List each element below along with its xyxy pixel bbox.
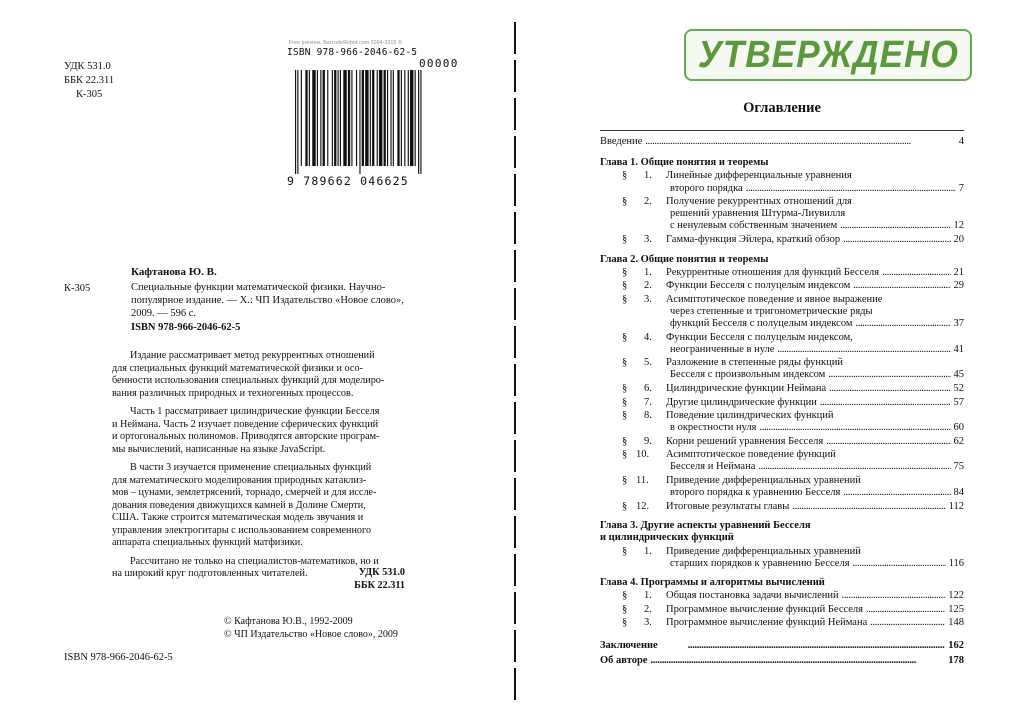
barcode-bar bbox=[332, 70, 333, 166]
barcode-bar bbox=[327, 70, 328, 166]
section-number: 2. bbox=[644, 603, 652, 615]
toc-section bbox=[622, 604, 964, 616]
chapter-title: Глава 1. Общие понятия и теоремы bbox=[600, 157, 769, 169]
description-line: Специальные функции математической физики. Научно- bbox=[131, 282, 386, 293]
toc-intro bbox=[600, 136, 964, 148]
toc-section bbox=[622, 267, 964, 279]
section-line-label: Бесселя и Неймана bbox=[670, 461, 756, 473]
dot-leader bbox=[758, 461, 950, 473]
page-number: 29 bbox=[953, 280, 964, 292]
stamp-text: УТВЕРЖДЕНО bbox=[697, 33, 959, 76]
dot-leader bbox=[746, 183, 956, 195]
toc-section bbox=[622, 170, 964, 194]
section-line-label: второго порядка bbox=[670, 182, 743, 194]
section-line bbox=[666, 461, 964, 473]
description-line: популярное издание. — Х.: ЧП Издательство «Новое слово», bbox=[131, 295, 404, 306]
section-sign: § bbox=[622, 449, 628, 461]
barcode-bar bbox=[420, 70, 421, 174]
section-line: Получение рекуррентных отношений для bbox=[666, 196, 852, 208]
dot-leader bbox=[843, 234, 950, 246]
barcode-bar bbox=[393, 70, 394, 166]
barcode-bars bbox=[295, 70, 475, 174]
section-line bbox=[666, 487, 964, 499]
section-sign: § bbox=[622, 170, 628, 182]
section-line bbox=[666, 220, 964, 232]
bbk-line: ББК 22.311 bbox=[354, 579, 405, 591]
chapter-title: Глава 4. Программы и алгоритмы вычислений bbox=[600, 577, 825, 589]
section-number: 9. bbox=[644, 435, 652, 447]
barcode-bar bbox=[356, 70, 357, 166]
barcode-bar bbox=[415, 70, 416, 166]
udc-code: УДК 531.0 bbox=[64, 61, 111, 72]
barcode-bar bbox=[305, 70, 307, 166]
section-number: 11. bbox=[636, 474, 649, 486]
section-line: Приведение дифференциальных уравнений bbox=[666, 474, 861, 486]
section-sign: § bbox=[622, 545, 628, 557]
section-line bbox=[666, 617, 964, 629]
udc-line: УДК 531.0 bbox=[358, 567, 405, 578]
barcode-bar bbox=[408, 70, 409, 166]
section-line-label: Бесселя с произвольным индексом bbox=[670, 369, 826, 381]
page-number: 41 bbox=[953, 343, 964, 355]
bbk-code: ББК 22.311 bbox=[64, 75, 115, 86]
section-number: 1. bbox=[644, 266, 652, 278]
copyright-line: © ЧП Издательство «Новое слово», 2009 bbox=[224, 628, 398, 640]
toc-section bbox=[622, 294, 964, 331]
barcode-bar bbox=[312, 70, 315, 166]
annotation-paragraph bbox=[112, 406, 406, 456]
barcode-bar bbox=[390, 70, 391, 166]
section-number: 1. bbox=[644, 545, 652, 557]
annotation-line: вания различных природных и техногенных процессов. bbox=[112, 387, 354, 399]
section-number: 10. bbox=[636, 449, 650, 461]
section-sign: § bbox=[622, 383, 628, 394]
toc-section bbox=[622, 475, 964, 499]
page-number: 178 bbox=[948, 655, 964, 667]
toc-section bbox=[622, 501, 964, 513]
toc-section bbox=[622, 590, 964, 602]
dot-leader bbox=[650, 655, 945, 667]
section-number: 7. bbox=[644, 396, 652, 408]
barcode-bar bbox=[343, 70, 346, 166]
barcode-bar bbox=[351, 70, 352, 166]
annotation-line: дования поведения движущихся камней в Долине Смерти, bbox=[112, 499, 366, 511]
toc-conclusion-label: Заключение bbox=[600, 639, 658, 651]
classification-codes bbox=[64, 60, 144, 102]
toc-section bbox=[622, 383, 964, 395]
annotation-paragraph bbox=[112, 350, 406, 400]
annotation-line: бенности использования специальных функций для моделиро- bbox=[112, 375, 385, 386]
section-number: 5. bbox=[644, 357, 652, 369]
annotation bbox=[112, 350, 406, 581]
isbn-bottom: ISBN 978-966-2046-62-5 bbox=[64, 652, 173, 663]
page-number: 7 bbox=[958, 182, 964, 194]
toc-intro-label: Введение bbox=[600, 136, 643, 147]
section-line bbox=[666, 590, 964, 602]
section-line-label: Функции Бесселя с полуцелым индексом bbox=[666, 280, 851, 292]
section-number: 4. bbox=[644, 331, 652, 343]
section-sign: § bbox=[622, 500, 628, 512]
section-sign: § bbox=[622, 590, 628, 602]
page-number: 162 bbox=[948, 639, 964, 651]
annotation-line: мов – цунами, землетрясений, торнадо, смерчей и для иссле- bbox=[112, 487, 377, 498]
section-number: 6. bbox=[644, 383, 652, 394]
page-number: 125 bbox=[948, 603, 964, 615]
barcode-bar bbox=[323, 70, 325, 166]
barcode-bar bbox=[418, 70, 419, 174]
annotation-line: и Неймана. Часть 2 изучает поведение сферических функций bbox=[112, 418, 379, 430]
toc-section bbox=[622, 196, 964, 233]
barcode-bar bbox=[377, 70, 378, 166]
description-line: 2009. — 596 с. bbox=[131, 308, 197, 319]
section-line bbox=[666, 234, 964, 246]
dot-leader bbox=[792, 501, 945, 513]
page-number: 45 bbox=[953, 369, 964, 381]
section-sign: § bbox=[622, 266, 628, 278]
barcode-bar bbox=[401, 70, 402, 166]
barcode-bar bbox=[387, 70, 388, 166]
section-number: 12. bbox=[636, 500, 650, 512]
dot-leader bbox=[856, 318, 951, 330]
dot-leader bbox=[820, 397, 951, 409]
section-line-label: в окрестности нуля bbox=[670, 422, 757, 434]
section-sign: § bbox=[622, 357, 628, 369]
section-line bbox=[666, 383, 964, 395]
section-line bbox=[666, 397, 964, 409]
book-description bbox=[131, 281, 411, 320]
barcode-preview-note: Free preview. BarcodeRobot.com 2004-2015 © bbox=[289, 40, 402, 46]
annotation-line: мы вычислений, написанные на языке JavaScript. bbox=[112, 443, 326, 455]
dot-leader bbox=[853, 558, 946, 570]
toc-section bbox=[622, 546, 964, 570]
k-code: К-305 bbox=[64, 283, 91, 294]
section-line-label: Рекуррентные отношения для функций Бесселя bbox=[666, 266, 880, 278]
page-number: 75 bbox=[953, 461, 964, 473]
toc-section bbox=[622, 234, 964, 246]
section-number: 3. bbox=[644, 293, 652, 305]
author-name: Кафтанова Ю. В. bbox=[131, 266, 217, 278]
page-number: 84 bbox=[953, 487, 964, 499]
page-number: 37 bbox=[953, 318, 964, 330]
section-line bbox=[666, 369, 964, 381]
dot-leader bbox=[870, 617, 945, 629]
copyright bbox=[224, 616, 398, 641]
page-number: 52 bbox=[953, 383, 964, 394]
toc-about-label: Об авторе bbox=[600, 655, 648, 667]
toc-rule bbox=[600, 130, 964, 131]
toc-about bbox=[600, 655, 964, 667]
annotation-line: для специальных функций математической физики и осо- bbox=[112, 362, 363, 374]
section-line-label: Программное вычисление функций Бесселя bbox=[666, 603, 863, 615]
dot-leader bbox=[842, 590, 946, 602]
section-sign: § bbox=[622, 196, 628, 208]
dot-leader bbox=[645, 136, 955, 148]
section-line-label: Общая постановка задачи вычислений bbox=[666, 590, 839, 602]
barcode-bar bbox=[404, 70, 405, 166]
page-fold-divider bbox=[514, 22, 516, 702]
section-number: 1. bbox=[644, 170, 652, 182]
toc-section bbox=[622, 436, 964, 448]
section-line bbox=[666, 267, 964, 279]
barcode-bar bbox=[297, 70, 298, 174]
isbn-line: ISBN 978-966-2046-62-5 bbox=[131, 322, 241, 333]
barcode-bar bbox=[365, 70, 368, 166]
section-line: решений уравнения Штурма-Лиувилля bbox=[670, 208, 846, 220]
chapter-title: Глава 2. Общие понятия и теоремы bbox=[600, 253, 769, 265]
section-sign: § bbox=[622, 280, 628, 292]
barcode-bar bbox=[362, 70, 364, 166]
barcode-isbn-text: ISBN 978-966-2046-62-5 bbox=[287, 47, 418, 58]
section-line-label: Цилиндрические функции Неймана bbox=[666, 383, 827, 394]
section-line bbox=[666, 422, 964, 434]
page-number: 148 bbox=[948, 617, 964, 629]
barcode-bar bbox=[372, 70, 374, 166]
approved-stamp bbox=[684, 29, 972, 81]
dot-leader bbox=[828, 369, 950, 381]
section-line-label: Другие цилиндрические функции bbox=[666, 396, 817, 408]
page-number: 60 bbox=[953, 422, 964, 434]
section-line-label: Корни решений уравнения Бесселя bbox=[666, 435, 824, 447]
dot-leader bbox=[829, 383, 950, 395]
section-line bbox=[666, 344, 964, 356]
section-line bbox=[666, 558, 964, 570]
barcode-bar bbox=[295, 70, 296, 174]
page-number: 122 bbox=[948, 590, 964, 602]
barcode-bar bbox=[334, 70, 336, 166]
section-line: Функции Бесселя с полуцелым индексом, bbox=[666, 331, 853, 343]
section-number: 1. bbox=[644, 590, 652, 602]
section-number: 8. bbox=[644, 410, 652, 421]
section-sign: § bbox=[622, 234, 628, 245]
section-number: 2. bbox=[644, 280, 652, 292]
toc-section bbox=[622, 357, 964, 381]
toc-section bbox=[622, 397, 964, 409]
barcode-bar bbox=[379, 70, 382, 166]
section-line: Линейные дифференциальные уравнения bbox=[666, 170, 852, 182]
barcode-bar bbox=[359, 70, 360, 174]
section-line-label: функций Бесселя с полуцелым индексом bbox=[670, 318, 853, 330]
barcode-bar bbox=[317, 70, 318, 166]
barcode-bar bbox=[340, 70, 341, 166]
annotation-line: Часть 1 рассматривает цилиндрические функции Бесселя bbox=[130, 406, 380, 417]
section-number: 2. bbox=[644, 196, 652, 208]
barcode-bar bbox=[338, 70, 339, 166]
dot-leader bbox=[840, 220, 950, 232]
barcode-bar bbox=[370, 70, 371, 166]
barcode-digits: 9 789662 046625 bbox=[287, 174, 409, 188]
chapter-title: Глава 3. Другие аспекты уравнений Бесселя bbox=[600, 520, 811, 532]
section-line: Поведение цилиндрических функций bbox=[666, 410, 834, 421]
page-number: 21 bbox=[953, 266, 964, 278]
page-number: 57 bbox=[953, 396, 964, 408]
section-line-label: с ненулевым собственным значением bbox=[670, 220, 838, 232]
section-line: Разложение в степенные ряды функций bbox=[666, 357, 843, 369]
section-sign: § bbox=[622, 396, 628, 408]
barcode-bar bbox=[397, 70, 399, 166]
section-sign: § bbox=[622, 617, 628, 629]
author-mark: К-305 bbox=[76, 89, 103, 100]
dot-leader bbox=[843, 487, 950, 499]
page-number: 4 bbox=[958, 136, 964, 147]
barcode-bar bbox=[384, 70, 386, 166]
annotation-paragraph bbox=[112, 462, 406, 550]
dot-leader bbox=[866, 604, 945, 616]
section-line-label: Гамма-функция Эйлера, краткий обзор bbox=[666, 234, 841, 245]
section-sign: § bbox=[622, 293, 628, 305]
section-line bbox=[666, 604, 964, 616]
section-sign: § bbox=[622, 331, 628, 343]
page-number: 12 bbox=[953, 220, 964, 232]
annotation-line: на широкий круг подготовленных читателей. bbox=[112, 568, 308, 579]
barcode-addon-digits: 00000 bbox=[419, 57, 459, 70]
toc-section bbox=[622, 280, 964, 292]
annotation-line: аппарата специальных функций матфизики. bbox=[112, 537, 303, 548]
udc-block bbox=[335, 567, 405, 592]
toc-section bbox=[622, 449, 964, 473]
barcode-bar bbox=[410, 70, 413, 166]
section-line-label: Программное вычисление функций Неймана bbox=[666, 617, 868, 629]
section-sign: § bbox=[622, 474, 628, 486]
dot-leader bbox=[853, 280, 950, 292]
section-line bbox=[666, 318, 964, 330]
toc-section bbox=[622, 410, 964, 434]
section-sign: § bbox=[622, 435, 628, 447]
section-number: 3. bbox=[644, 617, 652, 629]
section-sign: § bbox=[622, 603, 628, 615]
section-line-label: неограниченные в нуле bbox=[670, 343, 775, 355]
section-line bbox=[666, 183, 964, 195]
section-line bbox=[666, 436, 964, 448]
section-line bbox=[666, 280, 964, 292]
section-line-label: старших порядков к уравнению Бесселя bbox=[670, 557, 850, 569]
section-line: Приведение дифференциальных уравнений bbox=[666, 545, 861, 557]
toc-section bbox=[622, 617, 964, 629]
barcode-bar bbox=[301, 70, 302, 166]
annotation-line: и ортогональных полиномов. Приводятся авторские програм- bbox=[112, 431, 380, 442]
toc-section bbox=[622, 332, 964, 356]
barcode-bar bbox=[320, 70, 321, 166]
copyright-line: © Кафтанова Ю.В., 1992-2009 bbox=[224, 616, 353, 627]
toc-conclusion bbox=[600, 640, 964, 652]
dot-leader bbox=[882, 267, 950, 279]
dot-leader bbox=[688, 640, 946, 652]
page-number: 62 bbox=[953, 435, 964, 447]
section-line-label: второго порядка к уравнению Бесселя bbox=[670, 487, 841, 499]
section-line: Асимптотическое поведение и явное выражение bbox=[666, 293, 883, 305]
section-sign: § bbox=[622, 410, 628, 421]
page-number: 116 bbox=[948, 557, 964, 569]
annotation-line: В части 3 изучается применение специальных функций bbox=[130, 462, 372, 473]
dot-leader bbox=[777, 344, 950, 356]
section-number: 3. bbox=[644, 234, 652, 245]
barcode-bar bbox=[309, 70, 310, 166]
section-line: Асимптотическое поведение функций bbox=[666, 449, 836, 461]
section-line: через степенные и тригонометрические ряды bbox=[670, 305, 873, 317]
page-number: 20 bbox=[953, 234, 964, 245]
page-number: 112 bbox=[948, 500, 964, 512]
chapter-title: и цилиндрических функций bbox=[600, 532, 734, 544]
section-line bbox=[666, 501, 964, 513]
section-line-label: Итоговые результаты главы bbox=[666, 500, 790, 512]
toc-title: Оглавление bbox=[743, 100, 821, 116]
dot-leader bbox=[759, 422, 950, 434]
isbn-barcode bbox=[287, 40, 475, 188]
annotation-line: Рассчитано не только на специалистов-математиков, но и bbox=[130, 555, 379, 567]
barcode-bar bbox=[348, 70, 350, 166]
annotation-line: США. Также строится математическая модель звучания и bbox=[112, 512, 364, 523]
dot-leader bbox=[826, 436, 950, 448]
annotation-line: для математического моделирования природных катаклиз- bbox=[112, 474, 367, 486]
annotation-line: управления электрогитары с использованием современного bbox=[112, 524, 372, 536]
annotation-line: Издание рассматривает метод рекуррентных отношений bbox=[130, 350, 375, 361]
